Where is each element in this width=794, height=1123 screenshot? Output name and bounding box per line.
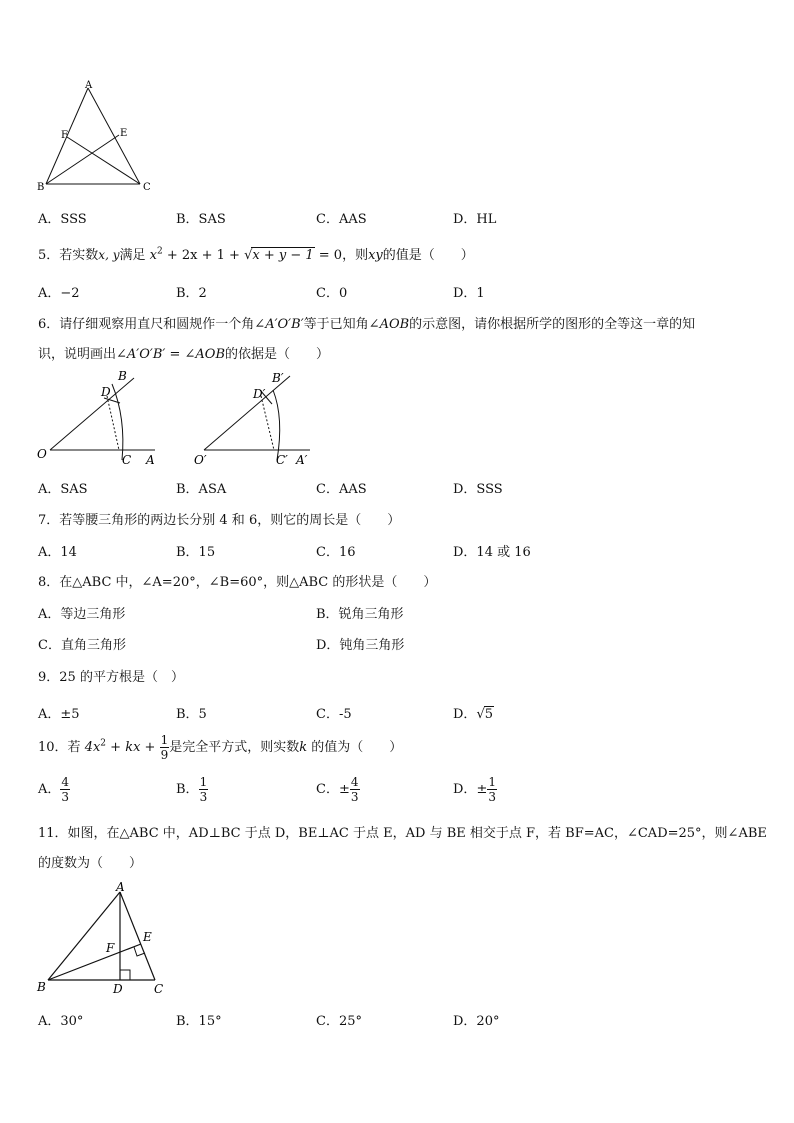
q5-option-c: C．0	[316, 286, 348, 301]
q11-label-a: A	[116, 880, 125, 894]
q6-fig1-label-a: A	[146, 453, 155, 467]
q8-question: 8．在△ABC 中，∠A=20°，∠B=60°，则△ABC 的形状是（ ）	[38, 575, 437, 590]
q6-fig2-label-b: B′	[272, 371, 284, 385]
q9-option-d: D．√5	[453, 707, 494, 722]
q4-label-c: C	[143, 182, 151, 193]
q7-option-c: C．16	[316, 545, 356, 560]
q11-label-b: B	[37, 980, 46, 994]
q11-question-line2: 的度数为（ ）	[38, 856, 143, 871]
q4-option-d: D．HL	[453, 212, 497, 227]
q9-option-a: A．±5	[38, 707, 80, 722]
q11-question-line1: 11．如图，在△ABC 中，AD⊥BC 于点 D，BE⊥AC 于点 E，AD 与 BE 相交于点 F，若 BF=AC，∠CAD=25°，则∠ABE	[38, 826, 767, 841]
q4-label-a: A	[85, 80, 93, 91]
q4-triangle-figure	[34, 80, 164, 195]
q6-option-b: B．ASA	[176, 482, 227, 497]
q5-question: 5．若实数x, y满足 $x^2 + 2x + 1 + √x + y - 1 = 0$，则xy的值是（ ）	[38, 246, 474, 263]
q7-option-b: B．15	[176, 545, 216, 560]
q11-option-a: A．30°	[38, 1014, 84, 1029]
q9-option-c: C．-5	[316, 707, 352, 722]
q8-option-b: B．锐角三角形	[316, 607, 404, 622]
q8-option-a: A．等边三角形	[38, 607, 126, 622]
q6-fig2-label-c: C′	[276, 453, 288, 467]
q9-option-b: B．5	[176, 707, 207, 722]
q4-option-c: C．AAS	[316, 212, 367, 227]
q8-option-d: D．钝角三角形	[316, 638, 405, 653]
q6-fig1-label-o: O	[37, 447, 47, 461]
q6-construction-figure	[34, 368, 324, 470]
q10-option-c: C．± $\frac{4}{3}$	[316, 775, 359, 804]
q9-question: 9．25 的平方根是（ ）	[38, 670, 184, 685]
q10-option-a: A． $\frac{4}{3}$	[38, 775, 70, 804]
q11-label-c: C	[154, 982, 164, 996]
q10-option-d: D．± $\frac{1}{3}$	[453, 775, 496, 804]
q6-question-line2: 识，说明画出∠A′O′B′ = ∠AOB的依据是（ ）	[38, 347, 330, 362]
q8-option-c: C．直角三角形	[38, 638, 126, 653]
q6-option-a: A．SAS	[38, 482, 88, 497]
q5-option-b: B．2	[176, 286, 207, 301]
q11-option-b: B．15°	[176, 1014, 222, 1029]
q7-option-a: A．14	[38, 545, 77, 560]
q4-label-f: F	[61, 130, 68, 141]
q7-question: 7．若等腰三角形的两边长分别 4 和 6，则它的周长是（ ）	[38, 513, 401, 528]
q10-option-b: B． $\frac{1}{3}$	[176, 775, 208, 804]
q10-question: 10．若 $4x^2$ + kx + $\frac{1}{9}$ 是完全平方式，则实数k 的值为（ ）	[38, 733, 403, 762]
q11-label-e: E	[143, 930, 152, 944]
q4-label-b: B	[37, 182, 45, 193]
q6-option-d: D．SSS	[453, 482, 503, 497]
q4-label-e: E	[120, 128, 128, 139]
q11-option-c: C．25°	[316, 1014, 362, 1029]
q6-fig1-label-d: D	[101, 385, 111, 399]
q6-option-c: C．AAS	[316, 482, 367, 497]
q6-fig2-label-a: A′	[296, 453, 308, 467]
q7-option-d: D．14 或 16	[453, 545, 531, 560]
q11-option-d: D．20°	[453, 1014, 500, 1029]
q6-fig1-label-c: C	[122, 453, 132, 467]
q11-triangle-figure	[34, 880, 174, 1000]
q6-fig2-label-d: D′	[253, 387, 266, 401]
q5-option-d: D．1	[453, 286, 485, 301]
q6-fig2-label-o: O′	[194, 453, 207, 467]
q5-option-a: A．−2	[38, 286, 80, 301]
q4-option-b: B．SAS	[176, 212, 226, 227]
q6-question-line1: 6．请仔细观察用直尺和圆规作一个角∠A′O′B′等于已知角∠AOB的示意图，请你根据所学的图形的全等这一章的知	[38, 317, 696, 332]
q4-option-a: A．SSS	[38, 212, 87, 227]
q11-label-f: F	[106, 941, 115, 955]
q6-fig1-label-b: B	[118, 369, 127, 383]
q11-label-d: D	[113, 982, 123, 996]
